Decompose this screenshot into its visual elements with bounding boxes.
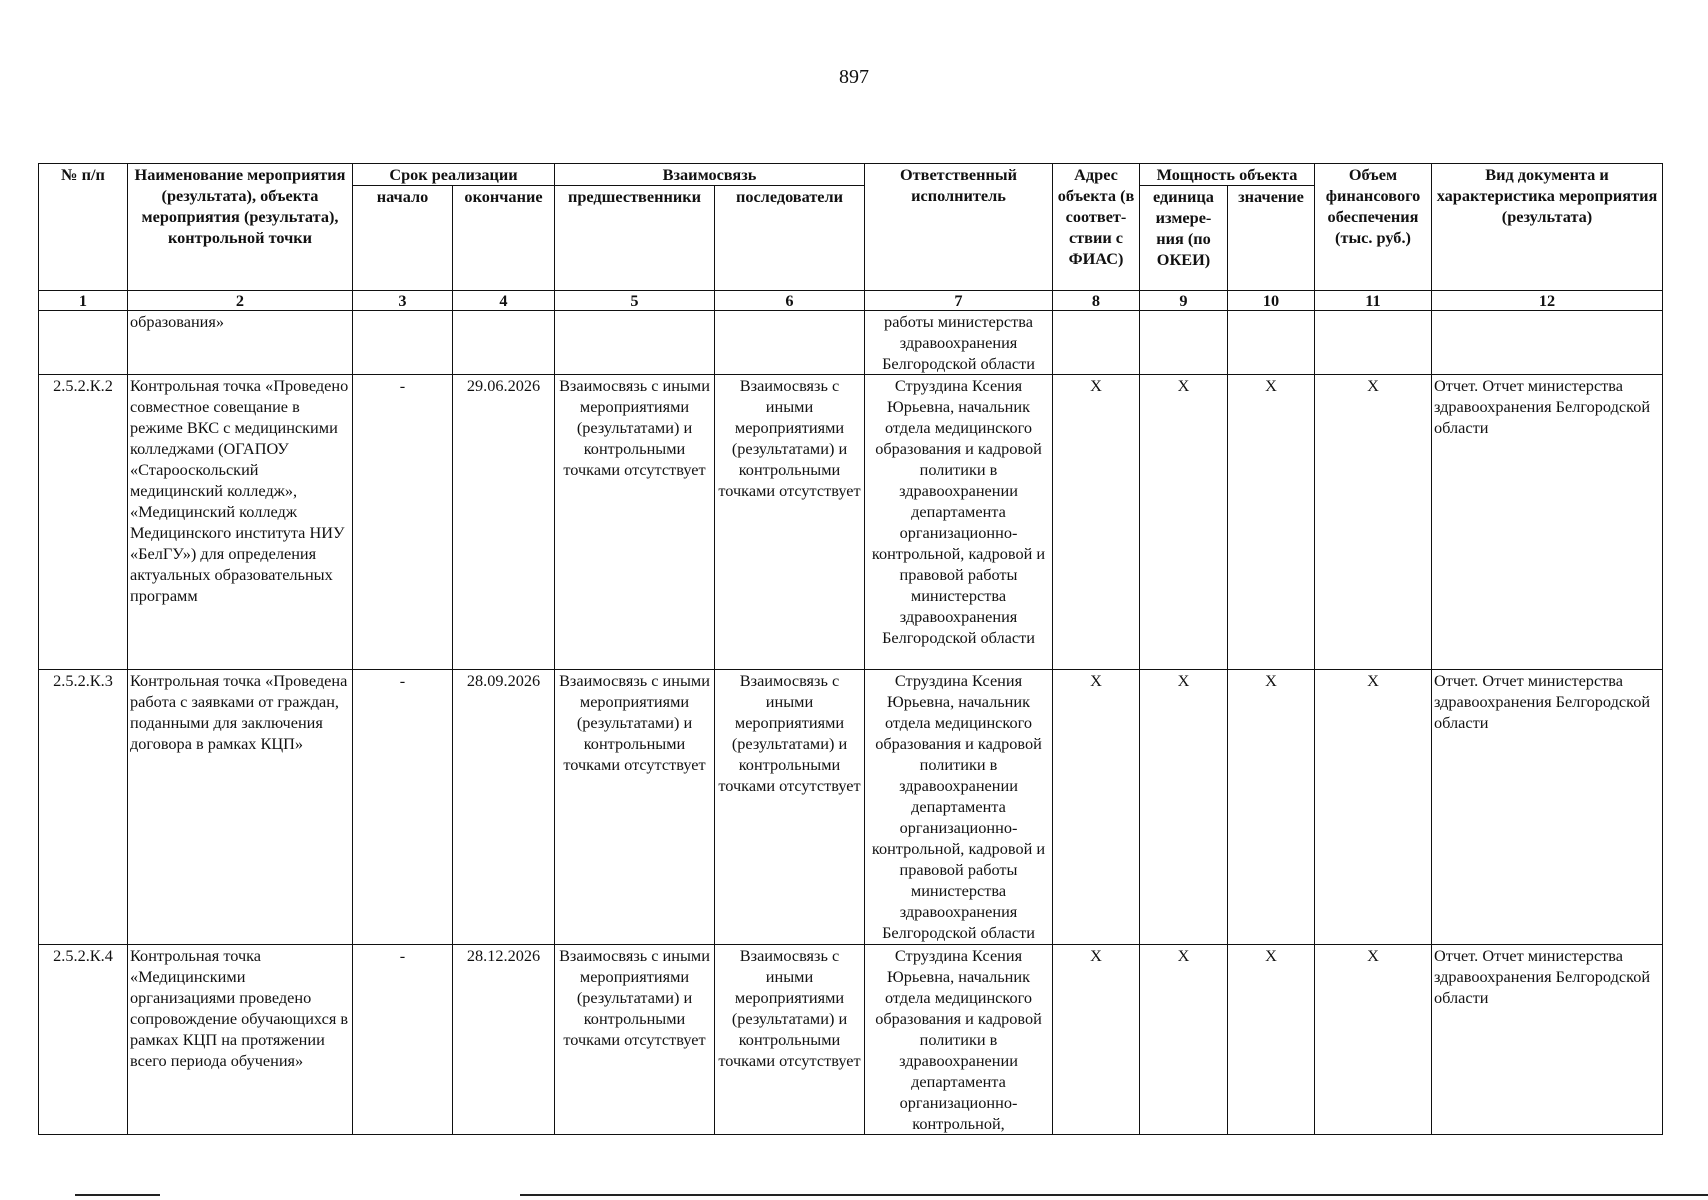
row-value: X bbox=[1228, 375, 1315, 670]
column-number: 12 bbox=[1432, 291, 1663, 311]
column-number: 9 bbox=[1140, 291, 1228, 311]
row-id: 2.5.2.К.3 bbox=[39, 670, 128, 945]
row-successors: Взаимосвязь с иными мероприятиями (результатами) и контрольными точками отсутствует bbox=[715, 670, 865, 945]
header-power-group: Мощность объекта bbox=[1140, 164, 1315, 186]
row-executor: Струздина Ксения Юрьевна, начальник отдела медицинского образования и кадровой политики в здравоохранении департамента организационно-контрольной, кадровой и правовой работы министерства здравоохранения Белгородской области bbox=[865, 670, 1053, 945]
row-name: образования» bbox=[128, 311, 353, 375]
row-end: 29.06.2026 bbox=[453, 375, 555, 670]
column-number: 4 bbox=[453, 291, 555, 311]
row-name: Контрольная точка «Проведено совместное совещание в режиме ВКС с медицинскими колледжами (ОГАПОУ «Старооскольский медицинский колледж», «Медицинский колледж Медицинского института НИУ «БелГУ») для определения актуальных образовательных программ bbox=[128, 375, 353, 670]
header-value: значение bbox=[1228, 186, 1315, 291]
header-number: № п/п bbox=[39, 164, 128, 291]
row-document: Отчет. Отчет министерства здравоохранения Белгородской области bbox=[1432, 670, 1663, 945]
header-link-group: Взаимосвязь bbox=[555, 164, 865, 186]
row-start: - bbox=[353, 670, 453, 945]
table-row bbox=[39, 945, 1663, 1135]
column-number: 8 bbox=[1053, 291, 1140, 311]
row-address: X bbox=[1053, 670, 1140, 945]
header-start: начало bbox=[353, 186, 453, 291]
row-finance: X bbox=[1315, 375, 1432, 670]
row-unit: X bbox=[1140, 945, 1228, 1135]
header-predecessors: предшественники bbox=[555, 186, 715, 291]
column-number: 6 bbox=[715, 291, 865, 311]
row-start: - bbox=[353, 945, 453, 1135]
row-predecessors: Взаимосвязь с иными мероприятиями (результатами) и контрольными точками отсутствует bbox=[555, 375, 715, 670]
header-address: Адрес объекта (в соответ-ствии с ФИАС) bbox=[1053, 164, 1140, 291]
scan-bottom-line bbox=[520, 1194, 1708, 1196]
row-value: X bbox=[1228, 945, 1315, 1135]
column-number: 7 bbox=[865, 291, 1053, 311]
row-predecessors: Взаимосвязь с иными мероприятиями (результатами) и контрольными точками отсутствует bbox=[555, 670, 715, 945]
row-address: X bbox=[1053, 375, 1140, 670]
column-number: 5 bbox=[555, 291, 715, 311]
table-row bbox=[39, 375, 1663, 670]
row-document: Отчет. Отчет министерства здравоохранения Белгородской области bbox=[1432, 945, 1663, 1135]
page-number: 897 bbox=[839, 66, 869, 88]
row-value: X bbox=[1228, 670, 1315, 945]
column-number: 1 bbox=[39, 291, 128, 311]
header-term-group: Срок реализации bbox=[353, 164, 555, 186]
row-executor: Струздина Ксения Юрьевна, начальник отдела медицинского образования и кадровой политики в здравоохранении департамента организационно-контрольной, bbox=[865, 945, 1053, 1135]
column-number: 2 bbox=[128, 291, 353, 311]
header-name: Наименование мероприятия (результата), объекта мероприятия (результата), контрольной точки bbox=[128, 164, 353, 291]
plan-table bbox=[38, 163, 1663, 1135]
header-document: Вид документа и характеристика мероприятия (результата) bbox=[1432, 164, 1663, 291]
row-id: 2.5.2.К.4 bbox=[39, 945, 128, 1135]
row-end: 28.09.2026 bbox=[453, 670, 555, 945]
row-successors: Взаимосвязь с иными мероприятиями (результатами) и контрольными точками отсутствует bbox=[715, 375, 865, 670]
header-unit: единица измере-ния (по ОКЕИ) bbox=[1140, 186, 1228, 291]
header-executor: Ответственный исполнитель bbox=[865, 164, 1053, 291]
header-successors: последователи bbox=[715, 186, 865, 291]
row-unit: X bbox=[1140, 670, 1228, 945]
row-start: - bbox=[353, 375, 453, 670]
header-end: окончание bbox=[453, 186, 555, 291]
row-unit: X bbox=[1140, 375, 1228, 670]
row-executor: работы министерства здравоохранения Белгородской области bbox=[865, 311, 1053, 375]
row-document: Отчет. Отчет министерства здравоохранения Белгородской области bbox=[1432, 375, 1663, 670]
row-predecessors: Взаимосвязь с иными мероприятиями (результатами) и контрольными точками отсутствует bbox=[555, 945, 715, 1135]
row-address: X bbox=[1053, 945, 1140, 1135]
column-number: 11 bbox=[1315, 291, 1432, 311]
row-end: 28.12.2026 bbox=[453, 945, 555, 1135]
table-row-continued bbox=[39, 311, 1663, 375]
scan-bottom-line bbox=[75, 1194, 160, 1196]
table-row bbox=[39, 670, 1663, 945]
column-number: 10 bbox=[1228, 291, 1315, 311]
header-finance: Объем финансового обеспечения (тыс. руб.) bbox=[1315, 164, 1432, 291]
column-number: 3 bbox=[353, 291, 453, 311]
row-successors: Взаимосвязь с иными мероприятиями (результатами) и контрольными точками отсутствует bbox=[715, 945, 865, 1135]
row-finance: X bbox=[1315, 945, 1432, 1135]
row-executor: Струздина Ксения Юрьевна, начальник отдела медицинского образования и кадровой политики в здравоохранении департамента организационно-контрольной, кадровой и правовой работы министерства здравоохранения Белгородской области bbox=[865, 375, 1053, 670]
row-name: Контрольная точка «Медицинскими организациями проведено сопровождение обучающихся в рамках КЦП на протяжении всего периода обучения» bbox=[128, 945, 353, 1135]
row-id: 2.5.2.К.2 bbox=[39, 375, 128, 670]
row-finance: X bbox=[1315, 670, 1432, 945]
row-name: Контрольная точка «Проведена работа с заявками от граждан, поданными для заключения договора в рамках КЦП» bbox=[128, 670, 353, 945]
